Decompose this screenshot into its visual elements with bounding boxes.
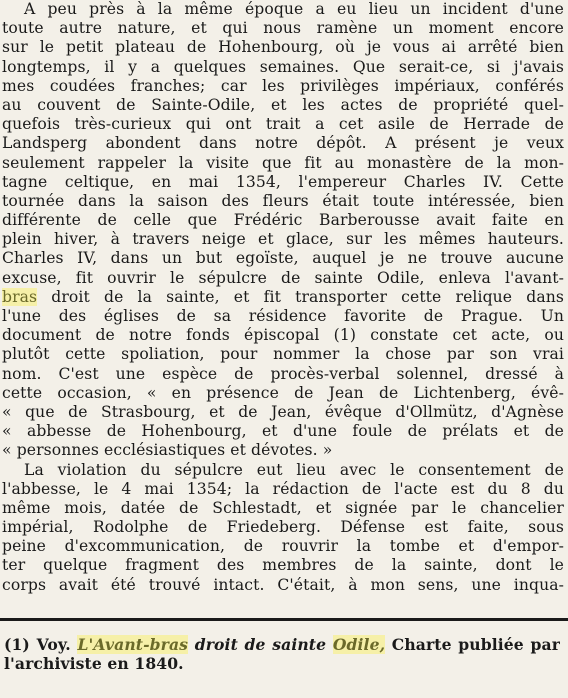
text-line: ter quelque fragment des membres de la sainte, dont le [2, 556, 564, 575]
text-line: « personnes ecclésiastiques et dévotes. » [2, 441, 333, 460]
text-line: plein hiver, à travers neige et glace, sur les mêmes hauteurs. [2, 230, 564, 249]
text-line: différente de celle que Frédéric Barberousse avait faite en [2, 211, 564, 230]
footnote-line: l'archiviste en 1840. [4, 654, 184, 674]
text-line: même mois, datée de Schlestadt, et signée par le chancelier [2, 498, 564, 517]
text-line: corps avait été trouvé intact. C'était, à mon sens, une inqua- [2, 575, 564, 594]
text-line: A peu près à la même époque a eu lieu un incident d'une [24, 0, 564, 18]
text-line: Landsperg abondent dans notre dépôt. A présent je veux [2, 134, 564, 153]
search-highlight: bras [2, 287, 38, 306]
article-column [2, 0, 564, 595]
text-line: impérial, Rodolphe de Friedeberg. Défense est faite, sous [2, 518, 564, 537]
text-line: toute autre nature, et qui nous ramène un moment encore [2, 19, 564, 38]
footnote-segment: Charte publiée par [385, 635, 560, 654]
footnote-title-segment: droit de sainte [188, 635, 333, 654]
text-line: seulement rappeler la visite que fit au monastère de la mon- [2, 153, 564, 172]
text-line: cette occasion, « en présence de Jean de Lichtenberg, évê- [2, 383, 564, 402]
text-line: mes coudées franches; car les privilèges impériaux, conférés [2, 76, 564, 95]
text-segment: droit de la sainte, et fit transporter cette relique dans [37, 287, 564, 306]
text-line: l'une des églises de sa résidence favorite de Prague. Un [2, 307, 564, 325]
text-line: sur le petit plateau de Hohenbourg, où je vous ai arrêté bien [2, 38, 564, 57]
text-line: excuse, fit ouvrir le sépulcre de sainte Odile, enleva l'avant- [2, 268, 564, 287]
text-line: nom. C'est une espèce de procès-verbal solennel, dressé à [2, 364, 564, 383]
text-line: tournée dans la saison des fleurs était toute intéressée, bien [2, 191, 564, 210]
text-line: tagne celtique, en mai 1354, l'empereur Charles IV. Cette [2, 172, 564, 191]
text-line: Charles IV, dans un but egoïste, auquel je ne trouve aucune [2, 249, 564, 268]
text-line: quefois très-curieux qui ont trait a cet asile de Herrade de [2, 115, 564, 134]
text-line: « abbesse de Hohenbourg, et d'une foule de prélats et de [2, 422, 564, 441]
footnote-marker: (1) Voy. [4, 635, 71, 654]
text-line: l'abbesse, le 4 mai 1354; la rédaction de l'acte est du 8 du [2, 479, 564, 498]
text-line: « que de Strasbourg, et de Jean, évêque d'Ollmütz, d'Agnèse [2, 402, 564, 421]
text-line: longtemps, il y a quelques semaines. Que serait-ce, si j'avais [2, 57, 564, 76]
footnote-divider [0, 618, 568, 621]
text-line: plutôt cette spoliation, pour nommer la chose par son vrai [2, 345, 564, 364]
text-line-highlighted [2, 288, 564, 307]
text-line: au couvent de Sainte-Odile, et les actes de propriété quel- [2, 95, 564, 114]
search-highlight: Odile, [332, 635, 386, 654]
search-highlight: L'Avant-bras [77, 635, 189, 654]
footnote-line [4, 635, 560, 654]
text-line: peine d'excommunication, de rouvrir la tombe et d'empor- [2, 537, 564, 556]
text-line: La violation du sépulcre eut lieu avec le consentement de [24, 460, 564, 479]
footnote [4, 635, 560, 673]
text-line: document de notre fonds épiscopal (1) constate cet acte, ou [2, 326, 564, 345]
